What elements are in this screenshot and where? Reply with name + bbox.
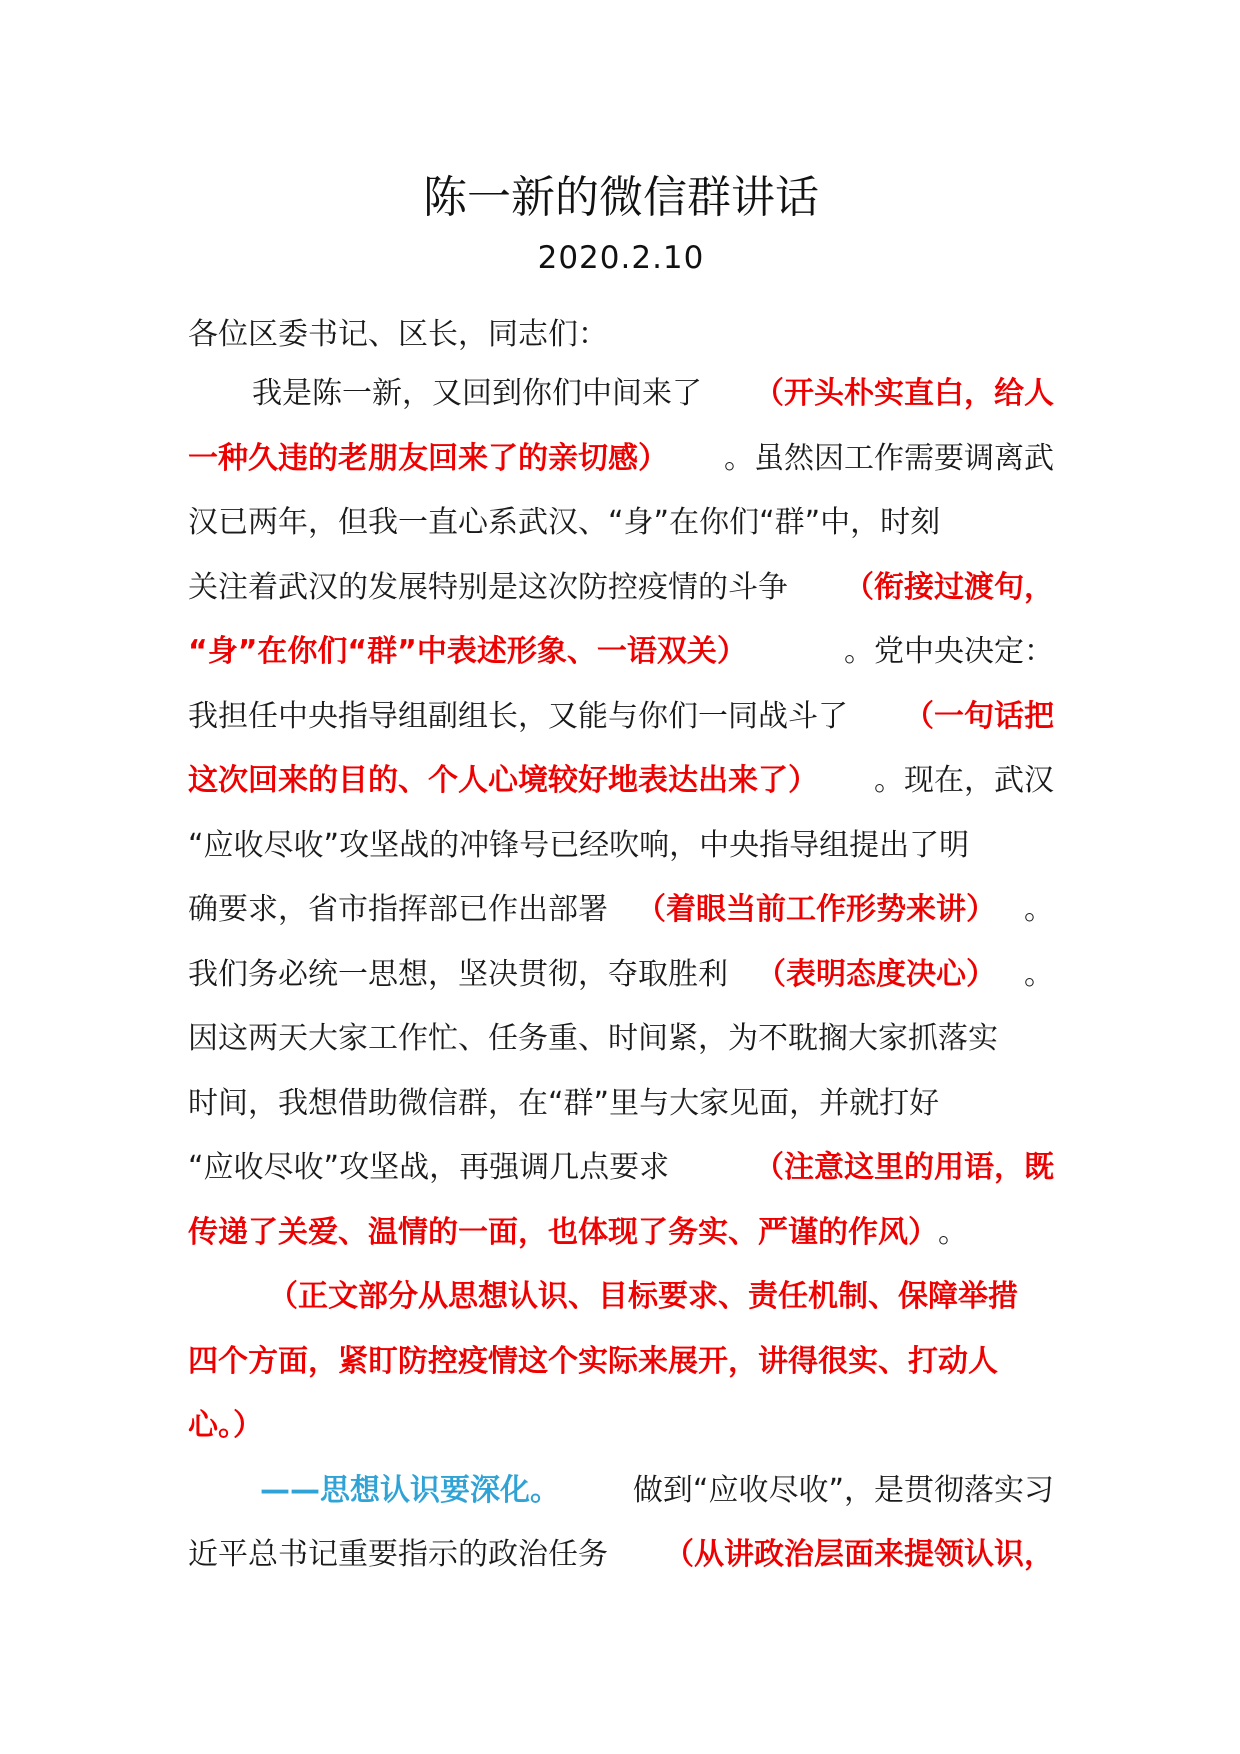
body-text: “应收尽收”攻坚战，再强调几点要求 [188, 1150, 670, 1185]
annotation-text: （正文部分从思想认识、目标要求、责任机制、保障举措 [268, 1279, 1018, 1314]
body-line [188, 1072, 1054, 1137]
annotation-text: 四个方面，紧盯防控疫情这个实际来展开，讲得很实、打动人 [188, 1343, 998, 1379]
body-text: 时间，我想借助微信群，在“群”里与大家见面，并就打好 [188, 1085, 940, 1121]
body-text: “应收尽收”攻坚战的冲锋号已经吹响，中央指导组提出了明 [188, 827, 970, 863]
body-line [188, 749, 1054, 814]
body-text: 。 [1024, 892, 1054, 927]
body-text: 。党中央决定： [844, 634, 1054, 669]
body-line [188, 814, 1054, 879]
body-text: 我担任中央指导组副组长，又能与你们一同战斗了 [188, 698, 848, 734]
body-line [188, 943, 1054, 1008]
body-line [188, 878, 1054, 943]
annotation-text: 传递了关爱、温情的一面，也体现了务实、严谨的作风） [188, 1214, 938, 1250]
body-line [188, 1330, 1054, 1395]
annotation-text: （着眼当前工作形势来讲） [636, 892, 996, 927]
body-line [188, 620, 1054, 685]
body-line [188, 556, 1054, 621]
annotation-text: （注意这里的用语，既 [754, 1150, 1054, 1185]
body-line [188, 1136, 1054, 1201]
greeting-line: 各位区委书记、区长，同志们： [188, 317, 608, 352]
body-text: 确要求，省市指挥部已作出部署 [188, 892, 608, 927]
body-text: 。虽然因工作需要调离武 [724, 440, 1054, 476]
body-line [188, 1459, 1054, 1524]
body-line [188, 491, 1054, 556]
annotation-text: （开头朴实直白，给人 [754, 376, 1054, 411]
annotation-text: 心。） [188, 1408, 263, 1443]
body-line [188, 685, 1054, 750]
body-text: 我是陈一新，又回到你们中间来了 [252, 376, 702, 411]
section-heading: ——思想认识要深化。 [260, 1472, 560, 1508]
body-text: 因这两天大家工作忙、任务重、时间紧，为不耽搁大家抓落实 [188, 1021, 998, 1056]
annotation-text: 一种久违的老朋友回来了的亲切感） [188, 440, 668, 476]
annotation-text: （表明态度决心） [756, 956, 996, 992]
body-text: 我们务必统一思想，坚决贯彻，夺取胜利 [188, 956, 728, 992]
annotation-text: （从讲政治层面来提领认识， [664, 1537, 1054, 1572]
body-text: 。现在，武汉 [874, 763, 1054, 798]
body-line [188, 1394, 1054, 1459]
body-text: 近平总书记重要指示的政治任务 [188, 1537, 608, 1572]
body-text: 做到“应收尽收”，是贯彻落实习 [632, 1472, 1054, 1508]
body-text: 。 [938, 1214, 968, 1250]
body-line [188, 362, 1054, 427]
annotation-text: （一句话把 [904, 698, 1054, 734]
document-body [188, 362, 1054, 1588]
annotation-text: “身”在你们“群”中表述形象、一语双关） [188, 634, 747, 669]
body-line [188, 1265, 1054, 1330]
body-text: 。 [1024, 956, 1054, 992]
body-text: 关注着武汉的发展特别是这次防控疫情的斗争 [188, 569, 788, 605]
body-line [188, 1201, 1054, 1266]
body-text: 汉已两年，但我一直心系武汉、“身”在你们“群”中，时刻 [188, 505, 941, 540]
body-line [188, 1523, 1054, 1588]
document-title: 陈一新的微信群讲话 [423, 172, 819, 223]
annotation-text: 这次回来的目的、个人心境较好地表达出来了） [188, 763, 818, 798]
annotation-text: （衔接过渡句， [844, 569, 1054, 605]
body-line [188, 1007, 1054, 1072]
document-date: 2020.2.10 [537, 240, 705, 276]
body-line [188, 427, 1054, 492]
